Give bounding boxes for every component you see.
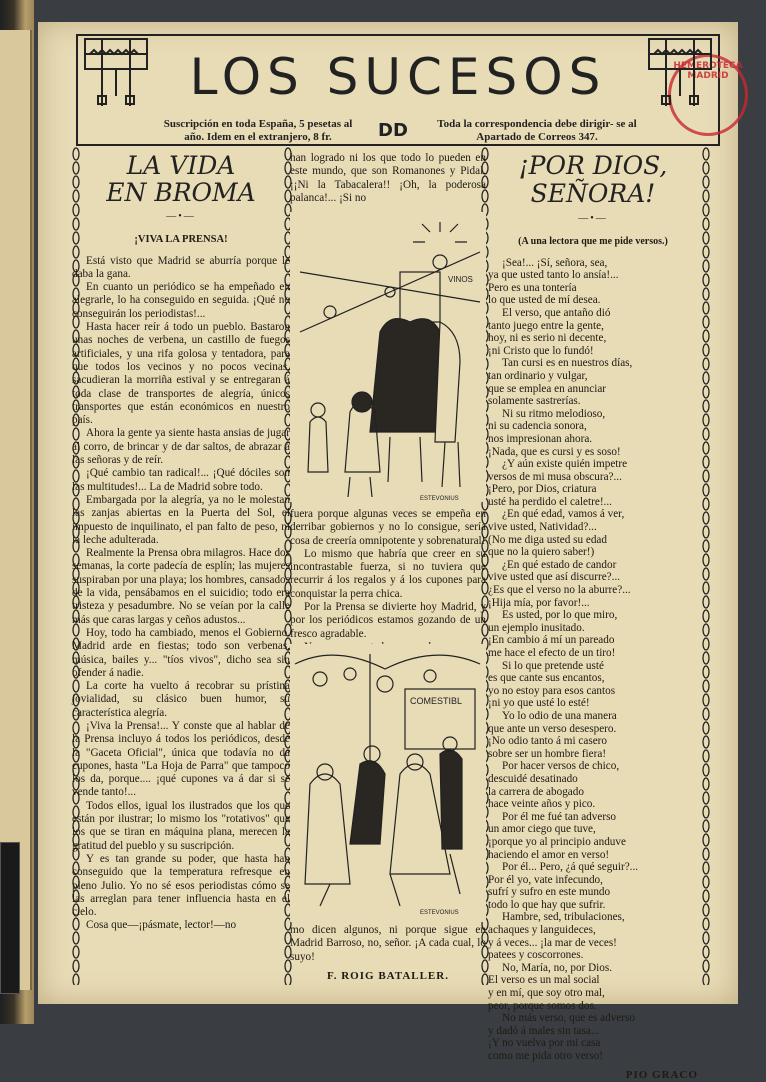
poem-verse: ¡En cambio á mí un pareado <box>488 634 615 647</box>
poem-verse: es que cante sus encantos, <box>488 672 605 685</box>
poem-verse: El verso, que antaño dió <box>502 306 611 319</box>
poem-verse: ¿Y aún existe quién impetre <box>502 458 628 471</box>
left-ornament-icon <box>82 36 150 108</box>
poem-verse: que se emplea en anunciar <box>488 382 607 395</box>
poem-verse: ¡Y no vuelva por mi casa <box>488 1037 601 1050</box>
stamp-text: HEMEROTECA MADRID <box>673 61 743 81</box>
poem-verse: Por él yo, vate infecundo, <box>488 873 603 886</box>
article-title: LA VIDA EN BROMA <box>106 151 256 207</box>
poem-verse: descuidé desatinado <box>488 772 578 785</box>
article-paragraph: Lo mismo que habría que creer en su incontrastable fuerza, si no tuviera que recurrir á los regalos y á los cupones para conquistar la perra chica. <box>290 547 486 600</box>
article-paragraph: La corte ha vuelto á recobrar su prístina jovialidad, su clásico buen humor, su característica alegría. <box>72 680 290 719</box>
masthead <box>76 34 743 146</box>
article-column-2 <box>290 152 486 205</box>
poem-verse: ni su cadencia sonora, <box>488 420 587 433</box>
divider-ornament: —•— <box>578 213 608 224</box>
article-author: F. ROIG BATALLER. <box>327 969 449 982</box>
poem-verse: versos de mi musa obscura?... <box>488 470 622 483</box>
poem-verse: sufrí y sufro en este mundo <box>488 886 611 899</box>
dance-drawing-icon <box>290 644 486 922</box>
right-ornament-icon <box>646 36 714 108</box>
poem-verse: solamente sastrerías. <box>488 395 581 408</box>
poem-verse: tan ordinario y vulgar, <box>488 369 588 382</box>
monogram: DD <box>378 120 408 141</box>
correspondence-info: Toda la correspondencia debe dirigir- se al Apartado de Correos 347. <box>437 118 637 143</box>
poem-verse: me hace el efecto de un tiro! <box>488 647 616 659</box>
article-paragraph: Por la Prensa se divierte hoy Madrid, y por los periódicos estamos gozando de un fresco agradable. <box>290 601 486 640</box>
poem-verse: Por él me fué tan adverso <box>502 810 617 823</box>
sign-vinos: VINOS <box>448 275 473 284</box>
article-body <box>72 255 290 933</box>
poem-verse: hace veinte años y pico. <box>488 798 596 811</box>
poem-verse: ¡ni Cristo que lo fundó! <box>488 344 594 357</box>
previous-page-edge <box>0 30 32 990</box>
poem-dedication: (A una lectora que me pide versos.) <box>518 236 668 248</box>
poem-verse: ¿Es que el verso no la aburre?... <box>488 584 631 597</box>
poem-verse: Por él... Pero, ¿á qué seguir?... <box>502 861 639 874</box>
poem-verse: ¡ni yo que usté lo esté! <box>488 697 590 710</box>
poem-verse: haciendo el amor en verso! <box>488 848 610 861</box>
poem-verse: Tan cursi es en nuestros días, <box>502 357 633 370</box>
poem-verse: tanto juego entre la gente, <box>488 319 604 332</box>
poem-verse: ¿En qué estado de candor <box>502 558 617 571</box>
poem-verse: la carrera de abogado <box>488 785 584 798</box>
poem-verse: lo que usted de mí desea. <box>488 294 601 307</box>
sign-comestibles: COMESTIBL <box>410 696 463 706</box>
subscription-info: Suscripción en toda España, 5 pesetas al año. Idem en el extranjero, 8 fr. <box>163 118 353 143</box>
article-continuation: han logrado ni los que todo lo pueden en este mundo, que son Romanones y Pidal. ¡¡Ni la Tabacalera!! ¡Oh, la poderosa palanca!... ¡Si no <box>290 152 486 204</box>
poem-verse: todo lo que hay que sufrir. <box>488 898 606 911</box>
poem-verse: que ante un verso desespero. <box>488 722 617 735</box>
poem-column <box>488 152 698 1082</box>
page-tab <box>0 842 20 994</box>
article-column-1 <box>72 152 290 933</box>
poem-verse: Por hacer versos de chico, <box>502 760 620 773</box>
divider-ornament: —•— <box>166 211 196 222</box>
poem-title: ¡POR DIOS, SEÑORA! <box>518 151 668 208</box>
article-kicker: ¡VIVA LA PRENSA! <box>134 234 228 246</box>
poem-verse: ¡Hija mía, por favor!... <box>488 596 590 609</box>
newspaper-page <box>38 22 743 1081</box>
poem-verse: ¡Pero, por Dios, criatura <box>488 483 597 496</box>
poem-verse: ¡Nada, que es cursi y es soso! <box>488 445 621 458</box>
poem-verse: El verso es un mal social <box>488 974 600 987</box>
poem-verse: hoy, ni es serio ni decente, <box>488 332 607 345</box>
poem-verse: ¡No odio tanto á mi casero <box>488 735 607 748</box>
article-paragraph: Hasta hacer reír á todo un pueblo. Bastaron unas noches de verbena, un castillo de fuegos artificiales, y una rifa golosa y tentadora, para que todos los vecinos y no pocos vecinas, sacudieran la morriña estival y se entregaran á toda clase de transportes de alegría, únicos transportes que están económicos en nuestro país. <box>72 321 290 427</box>
poem-verse: nos impresionan ahora. <box>488 432 593 445</box>
article-paragraph: Realmente la Prensa obra milagros. Hace dos semanas, la corte padecía de esplín; las mujeres suspiraban por una playa; los hombres, cansados de la vida, pensábamos en el suicidio; todo era tristeza y pesadumbre. No se veían por la calle más que caras largas y ceños adustos... <box>72 547 290 626</box>
article-paragraph: Ahora la gente ya siente hasta ansias de jugar al corro, de brincar y de dar saltos, de abrazar á las señoras y de reír. <box>72 427 290 467</box>
poem-verse: un ejemplo inusitado. <box>488 621 585 634</box>
article-ending: mo dicen algunos, ni porque sigue en Madrid Barroso, no, señor. ¡A cada cual, lo suyo! <box>290 924 486 963</box>
article-paragraph: Está visto que Madrid se aburría porque le daba la gana. <box>72 254 290 280</box>
poem-verse: No más verso, que es adverso <box>502 1012 635 1025</box>
illustration-verbena-crowd <box>290 212 486 502</box>
poem-verse: yo no estoy para esos cantos <box>488 684 616 697</box>
poem-verse: Pero es una tontería <box>488 281 577 294</box>
poem-verse: sobre ser un hombre fiera! <box>488 747 607 760</box>
poem-verse: y á veces... ¡la mar de veces! <box>488 936 617 949</box>
chain-border-icon <box>702 147 710 985</box>
poem-verse: ¡Sea!... ¡Sí, señora, sea, <box>502 256 608 269</box>
article-paragraph: ¡Qué cambio tan radical!... ¡Qué dóciles son las multitudes!... La de Madrid sobre todo. <box>72 467 290 493</box>
poem-verse: Si lo que pretende usté <box>502 659 604 672</box>
poem-body <box>488 257 698 1063</box>
poem-verse: ¡porque yo al principio anduve <box>488 835 626 848</box>
illustrator-signature: ESTEVONIUS <box>420 910 459 916</box>
poem-verse: como me pida otro verso! <box>488 1050 603 1062</box>
poem-verse: ¿En qué edad, vamos á ver, <box>502 508 625 521</box>
crowd-drawing-icon <box>290 212 486 502</box>
poem-verse: Ni su ritmo melodioso, <box>502 407 606 420</box>
poem-verse: y dadó á males sin tasa... <box>488 1024 600 1037</box>
poem-verse: (No me diga usted su edad <box>488 533 607 546</box>
article-paragraph: fuera porque algunas veces se empeña en derribar gobiernos y no lo consigue, sería cosa de creería omnipotente y sobrenatural! <box>290 508 486 547</box>
poem-author: PIO GRACO <box>625 1068 698 1081</box>
poem-verse: achaques y languideces, <box>488 924 596 937</box>
illustrator-signature: ESTEVONIUS <box>420 496 459 502</box>
poem-verse: peor, porque somos dos. <box>488 999 597 1012</box>
poem-verse: No, María, no, por Dios. <box>502 961 612 974</box>
article-paragraph: ¡Viva la Prensa!... Y conste que al hablar de la Prensa incluyo á todos los periódicos, desde la "Gaceta Oficial", única que todavía no da cupones, hasta "La Hoja de Parra" que tampoco los da, porque.... ¡qué cupones va á dar si se vende tanto!... <box>72 719 290 799</box>
article-paragraph: Y es tan grande su poder, que hasta han conseguido que la temperatura refresque en pleno Julio. Yo no sé esos periodistas cómo se las arreglan para tener influencia hasta en el cielo. <box>72 852 290 919</box>
article-paragraph: Todos ellos, igual los ilustrados que los que están por ilustrar; lo mismo los "rotativos" que los que se tiran en máquina plana, merecen la gratitud del pueblo y su suscripción. <box>72 799 290 852</box>
poem-verse: Es usted, por lo que miro, <box>502 609 618 622</box>
poem-verse: ya que usted tanto lo ansía!... <box>488 269 619 282</box>
poem-verse: que no la quiero saber!) <box>488 546 595 559</box>
poem-verse: usté ha perdido el caletre!... <box>488 495 612 508</box>
poem-verse: Hambre, sed, tribulaciones, <box>502 911 625 924</box>
article-column-2-end <box>290 924 486 983</box>
poem-verse: vive usted, Natividad?... <box>488 521 597 534</box>
article-paragraph: En cuanto un periódico se ha empeñado en alegrarle, lo ha conseguido en seguida. ¡Qué no conseguirán los periodistas!... <box>72 281 290 320</box>
article-paragraph: Cosa que—¡pásmate, lector!—no <box>86 919 237 932</box>
newspaper-title: LOS SUCESOS <box>189 48 607 106</box>
article-paragraph: Hoy, todo ha cambiado, menos el Gobierno. Madrid arde en fiestas; todo son verbenas, música, bailes y... "tíos vivos", dicho sea sin ofender á nadie. <box>72 626 290 679</box>
poem-verse: un amor ciego que tuve, <box>488 823 596 836</box>
poem-verse: patees y coscorrones. <box>488 949 584 962</box>
poem-verse: Yo lo odio de una manera <box>502 709 617 722</box>
poem-verse: vive usted que así discurre?... <box>488 571 621 584</box>
illustration-street-dance <box>290 644 486 922</box>
article-paragraph: Embargada por la alegría, ya no le molestan las zanjas abiertas en la Puerta del Sol, el impuesto de inquilinato, el pan falto de peso, ni la leche adulterada. <box>72 493 290 546</box>
poem-verse: y en mí, que soy otro mal, <box>488 987 605 1000</box>
